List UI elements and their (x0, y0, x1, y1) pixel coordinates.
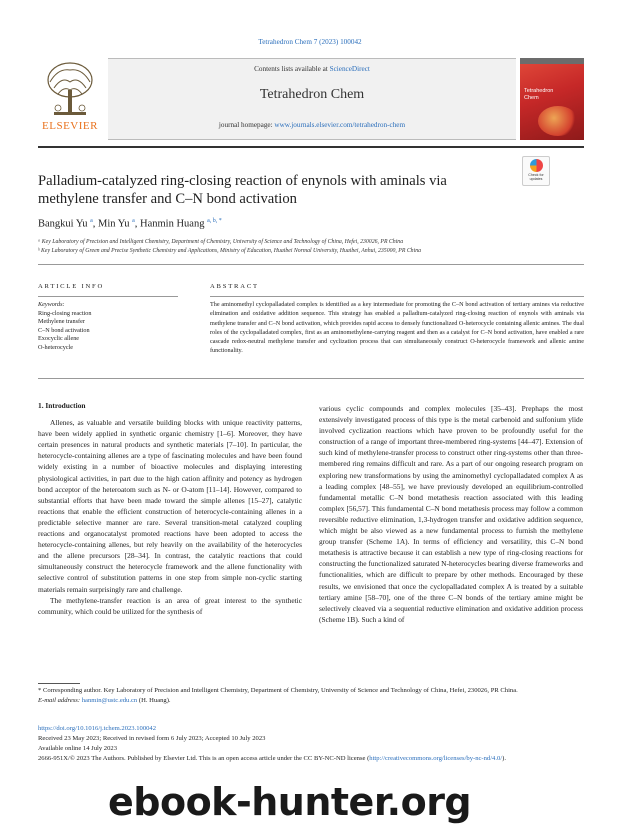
body-paragraph: The methylene-transfer reaction is an area of great interest to the synthetic community, which could be utilized for the synthesis of (38, 595, 302, 616)
license-suffix: ). (502, 755, 506, 762)
cover-stripe (520, 58, 584, 64)
corresponding-author-note: * Corresponding author. Key Laboratory of Precision and Intelligent Chemistry, Department of Chemistry, University of Science and Technology of China, Hefei, 230026, PR China. (38, 687, 518, 694)
publisher-logo[interactable] (38, 58, 102, 136)
email-label: E-mail address: (38, 696, 82, 704)
author-name[interactable]: Min Yu (98, 218, 130, 230)
homepage-prefix: journal homepage: (218, 121, 275, 129)
masthead (38, 58, 584, 142)
author-list (38, 218, 518, 230)
keyword-item: C–N bond activation (38, 326, 90, 334)
contents-line (108, 65, 516, 73)
homepage-line (108, 121, 516, 129)
introduction-heading: 1. Introduction (38, 401, 86, 410)
cover-title-line2: Chem (524, 94, 539, 101)
author-affiliation-mark[interactable]: a (90, 218, 93, 224)
body-column-right (319, 403, 583, 625)
cover-title (524, 88, 553, 101)
header-divider (38, 146, 584, 148)
body-paragraph: Allenes, as valuable and versatile building blocks with unique reactivity patterns, have been widely applied in synthetic organic chemistry [1–6]. Moreover, they have certain presences in natural products and synthetic materials [7–10]. In particular, the heterocycle-containing allenes are a type of fascinating molecules and have been found widely existing in a number of bioactive molecules and displaying interesting physiological activities, in part due to the high cation affinity and potency as hydrogen bond acceptor of the heteroatom such as N- or O-atom [11–14]. However, compared to substantial efforts that have been made toward the simple allenes [15–27], catalytic reactions that enable the efficient construction of heterocycle-containing allenes in a predictable selective manner are rare. Several transition-metal catalyzed coupling reactions and organocatalyst promoted reactions have been adopted to access the heterocycle-containing allenes, but rely heavily on the availability of the heterocycles and the allene precursors [28–34]. In contrast, the catalytic reactions that could simultaneously construct the heterocycle framework and the allene functionality with selective control of substitution patterns in one step from simple non-cyclic starting materials remain surprisingly rare and challenge. (38, 418, 302, 594)
contents-prefix: Contents lists available at (254, 65, 330, 73)
check-for-updates-button[interactable] (522, 156, 550, 186)
journal-citation[interactable]: Tetrahedron Chem 7 (2023) 100042 (258, 38, 362, 46)
cover-artwork (538, 106, 578, 136)
sciencedirect-link[interactable]: ScienceDirect (329, 65, 370, 73)
license-prefix: 2666-951X/© 2023 The Authors. Published by Elsevier Ltd. This is an open access article under the CC BY-NC-ND license ( (38, 755, 370, 762)
available-online-date: Available online 14 July 2023 (38, 745, 117, 752)
section-divider (38, 378, 584, 379)
cover-title-line1: Tetrahedron (524, 88, 554, 94)
email-link[interactable]: hanmin@ustc.edu.cn (81, 696, 138, 704)
body-column-left (38, 400, 302, 617)
author-affiliation-mark[interactable]: a (132, 218, 135, 224)
author-affiliation-mark[interactable]: a, b, * (207, 218, 222, 224)
keyword-item: Ring-closing reaction (38, 309, 92, 317)
author-separator: , (92, 218, 99, 230)
keywords-block (38, 301, 178, 353)
keyword-item: Exocyclic allene (38, 335, 80, 343)
received-dates: Received 23 May 2023; Received in revised form 6 July 2023; Accepted 10 July 2023 (38, 735, 266, 742)
journal-cover[interactable] (520, 58, 584, 140)
abstract-heading: ABSTRACT (210, 283, 259, 290)
section-divider (38, 264, 584, 265)
abstract-rule (210, 296, 584, 297)
license-line (38, 754, 584, 764)
keyword-item: Methylene transfer (38, 318, 85, 326)
keywords-label: Keywords: (38, 301, 65, 308)
check-updates-icon (530, 159, 543, 172)
body-paragraph: various cyclic compounds and complex molecules [35–43]. Prephaps the most extensively investigated process of this type is the metal carbenoid and sulfonium ylide involved cyclization reactions which have proven to be profoundly useful for the construction of a range of important three-membered ring-systems [44–47]. Extension of such kind of methylene-transfer process to construct other ring-systems other than three-membered ring remains difficult and rare. As a part of our ongoing research program on exploring new transformations by using the aminomethyl cyclopalladated complex A as a leading complex [48–55], we have previously developed an equilibrium-controlled fundamental metallic C–N bond metathesis reaction associated with this leading complex [56,57]. This fundamental C–N bond metathesis process may follow a common reversible reductive elimination, 1,3-hydrogen transfer and oxidative addition sequence, which might be also viewed as a new fundamental process to furnish the methylene group transfer (Scheme 1A). In terms of efficiency and versatility, this C–N bond metathesis is attractive because it can establish a new type of ring-closing reactions for constructing the functionalized saturated N-heterocycles bearing diverse frameworks and functionalities, which are difficult to prepare by other methods. Encouraged by these results, we envisioned that once the cyclopalladated complex A is treated by a suitable tertiary amine [58–70], one of the three C–N bonds of the tertiary amine might be selectively cleaved via a sequential reductive elimination and oxidative addition process (Scheme 1B). Such a kind of (319, 404, 583, 624)
article-title: Palladium-catalyzed ring-closing reaction of enynols with aminals via methylene transfer and C–N bond activation (38, 173, 447, 207)
footnotes (38, 686, 584, 705)
affiliation-a: ᵃ Key Laboratory of Precision and Intelligent Chemistry, Department of Chemistry, University of Science and Technology of China, Hefei, 230026, PR China (38, 239, 404, 245)
author-separator: , (134, 218, 141, 230)
tree-icon (44, 60, 96, 118)
check-updates-label: Check for updates (528, 173, 544, 181)
author-name[interactable]: Hanmin Huang (140, 218, 205, 230)
journal-title: Tetrahedron Chem (259, 87, 365, 102)
affiliation-b: ᵇ Key Laboratory of Green and Precise Synthetic Chemistry and Applications, Ministry of Education, Huaibei Normal University, Huaibei, Anhui, 235000, PR China (38, 248, 421, 254)
author-name[interactable]: Bangkui Yu (38, 218, 88, 230)
abstract-text: The aminomethyl cyclopalladated complex is identified as a key intermediate for promoting the C–N bond activation of tertiary amines via reductive elimination and oxidative addition sequence. This strategy has enabled a palladium-catalyzed ring-closing reaction of enynols with aminals via methylene transfer and C–N bond activation, which provides rapid access to densely functionalized O-heterocycle containing allenic amines. The dual roles of the cyclopalladated complex, first as an aminomethylene-carrying reagent and then as a catalyst for C–N bond activation, have enabled a rare cascade redox-neutral methylene transfer and cyclization process that can simultaneously construct O-heterocycle framework and allenic amine functionality. (210, 301, 584, 355)
logo-wordmark: ELSEVIER (42, 120, 98, 132)
keyword-item: O-heterocycle (38, 343, 74, 351)
license-link[interactable]: http://creativecommons.org/licenses/by-nc-nd/4.0/ (369, 755, 503, 762)
email-line (38, 696, 584, 706)
publication-info (38, 724, 584, 764)
footnote-rule (38, 683, 80, 684)
article-info-rule (38, 296, 178, 297)
doi-link[interactable]: https://doi.org/10.1016/j.tchem.2023.100042 (38, 725, 157, 732)
journal-info-box (108, 58, 516, 140)
journal-homepage-link[interactable]: www.journals.elsevier.com/tetrahedron-chem (274, 121, 406, 129)
watermark: ebook-hunter.org (108, 780, 472, 824)
article-info-heading: ARTICLE INFO (38, 283, 105, 290)
email-suffix: (H. Huang). (137, 696, 171, 704)
